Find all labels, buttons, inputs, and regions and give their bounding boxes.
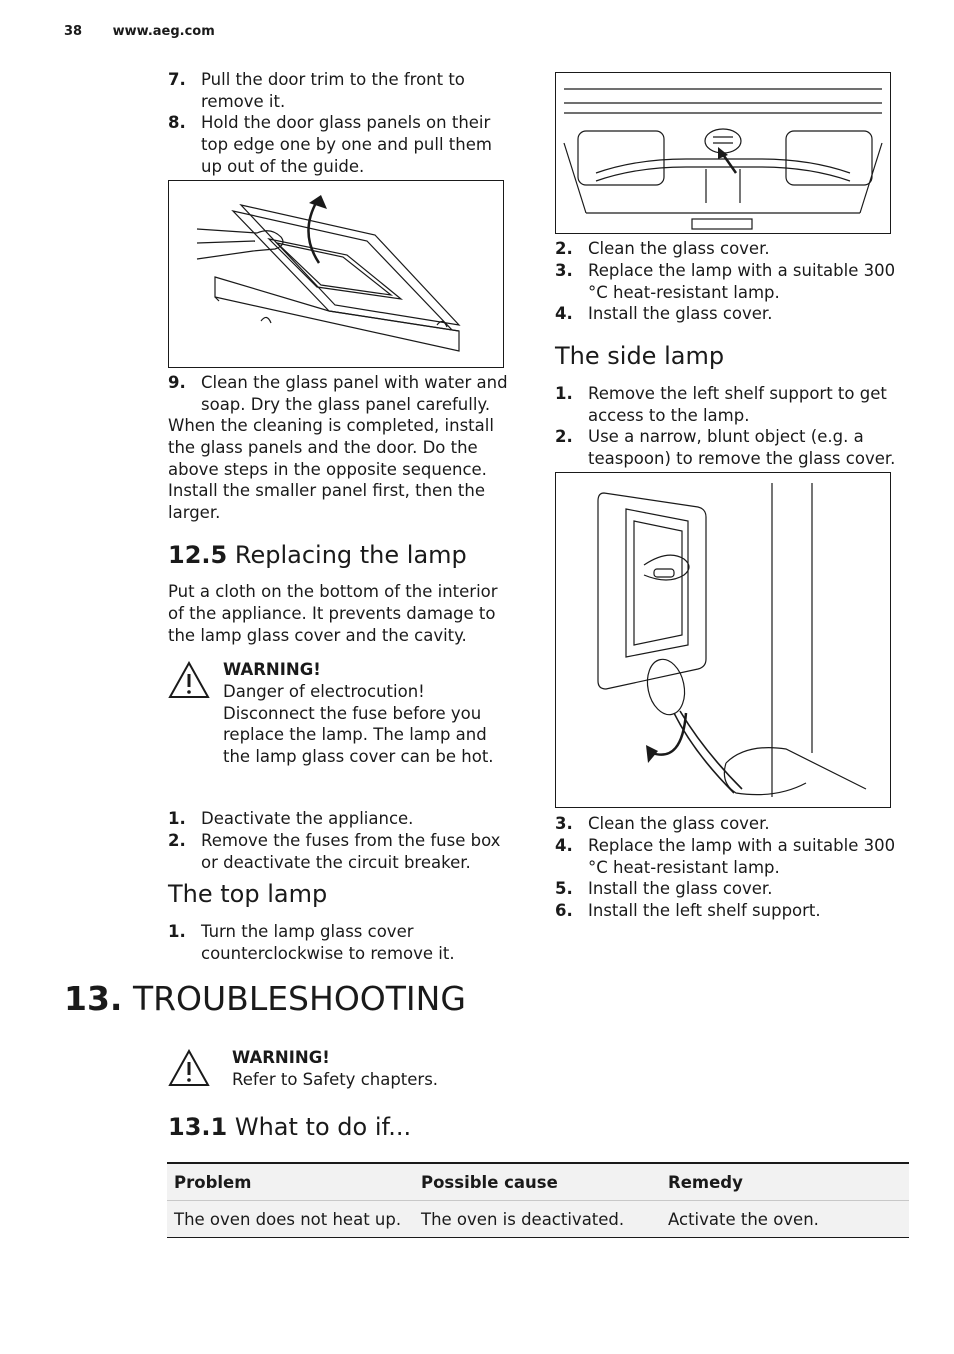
section-number: 12.5: [168, 541, 228, 569]
list-item: [168, 69, 518, 113]
list-item: [555, 383, 915, 427]
step-text: Clean the glass panel with water and soap. Dry the glass panel carefully.: [201, 373, 508, 414]
step-text: Install the glass cover.: [588, 879, 773, 898]
list-item: [555, 835, 915, 879]
section-title: What to do if...: [234, 1113, 412, 1141]
side-lamp-illustration: [555, 472, 891, 808]
step-number: 3.: [555, 814, 573, 833]
step-text: Remove the left shelf support to get access to the lamp.: [588, 384, 887, 425]
warning-title: WARNING!: [223, 660, 321, 679]
door-glass-illustration: [168, 180, 504, 368]
column-header: Remedy: [661, 1163, 909, 1201]
list-item: [168, 830, 518, 874]
table-cell: The oven is deactivated.: [414, 1201, 661, 1238]
step-text: Pull the door trim to the front to remove it.: [201, 70, 465, 111]
chapter-title: TROUBLESHOOTING: [132, 979, 466, 1018]
step-text: Turn the lamp glass cover counterclockwise to remove it.: [201, 922, 455, 963]
step-number: 1.: [168, 922, 186, 941]
chapter-number: 13.: [64, 979, 123, 1018]
website-link[interactable]: www.aeg.com: [112, 24, 215, 39]
table-row: [167, 1201, 909, 1238]
warning-text: Refer to Safety chapters.: [232, 1069, 439, 1089]
list-item: [168, 921, 518, 965]
table-cell: The oven does not heat up.: [167, 1201, 414, 1238]
step-text: Remove the fuses from the fuse box or deactivate the circuit breaker.: [201, 831, 501, 872]
warning-icon: [168, 661, 210, 699]
subsection-title: The side lamp: [555, 342, 725, 370]
warning-box: [223, 659, 498, 768]
section-number: 13.1: [168, 1113, 228, 1141]
section-heading: [168, 540, 467, 570]
step-number: 1.: [555, 384, 573, 403]
step-text: Hold the door glass panels on their top edge one by one and pull them up out of the guide.: [201, 113, 492, 176]
chapter-heading: [64, 979, 466, 1019]
list-item: [555, 260, 915, 304]
step-text: Deactivate the appliance.: [201, 809, 414, 828]
warning-text: Danger of electrocution! Disconnect the fuse before you replace the lamp. The lamp and the lamp glass cover can be hot.: [223, 681, 494, 767]
step-text: Replace the lamp with a suitable 300 °C heat-resistant lamp.: [588, 261, 896, 302]
step-text: Use a narrow, blunt object (e.g. a teaspoon) to remove the glass cover.: [588, 427, 896, 468]
top-lamp-illustration: [555, 72, 891, 234]
step-number: 7.: [168, 70, 186, 89]
warning-box: [232, 1047, 532, 1091]
warning-icon: [168, 1049, 210, 1087]
warning-title: WARNING!: [232, 1048, 330, 1067]
step-number: 2.: [555, 239, 573, 258]
step-number: 8.: [168, 113, 186, 132]
step-number: 2.: [168, 831, 186, 850]
step-number: 5.: [555, 879, 573, 898]
subsection-title: The top lamp: [168, 880, 328, 908]
list-item: [555, 900, 915, 922]
list-item: [168, 808, 518, 830]
step-text: Clean the glass cover.: [588, 239, 770, 258]
page-number: 38: [64, 24, 83, 39]
step-number: 4.: [555, 836, 573, 855]
column-header: Problem: [167, 1163, 414, 1201]
page-header: [64, 24, 215, 39]
table-header-row: [167, 1163, 909, 1201]
step-text: Clean the glass cover.: [588, 814, 770, 833]
step-number: 6.: [555, 901, 573, 920]
step-number: 1.: [168, 809, 186, 828]
list-item: [555, 813, 915, 835]
paragraph: Put a cloth on the bottom of the interior of the appliance. It prevents damage to the lamp glass cover and the cavity.: [168, 582, 498, 645]
step-text: Install the glass cover.: [588, 304, 773, 323]
column-header: Possible cause: [414, 1163, 661, 1201]
list-item: [555, 303, 915, 325]
list-item: [555, 238, 915, 260]
list-item: [555, 426, 915, 470]
list-item: [168, 112, 518, 177]
list-item: [555, 878, 915, 900]
step-number: 3.: [555, 261, 573, 280]
step-number: 9.: [168, 373, 186, 392]
section-title: Replacing the lamp: [234, 541, 467, 569]
section-heading: [168, 1112, 411, 1142]
step-number: 4.: [555, 304, 573, 323]
step-text: Replace the lamp with a suitable 300 °C heat-resistant lamp.: [588, 836, 896, 877]
table-cell: Activate the oven.: [661, 1201, 909, 1238]
step-text: Install the left shelf support.: [588, 901, 821, 920]
list-item: [168, 372, 518, 416]
paragraph: When the cleaning is completed, install the glass panels and the door. Do the above steps in the opposite sequence. Install the smaller panel first, then the larger.: [168, 416, 494, 523]
troubleshooting-table: [167, 1162, 909, 1238]
step-number: 2.: [555, 427, 573, 446]
